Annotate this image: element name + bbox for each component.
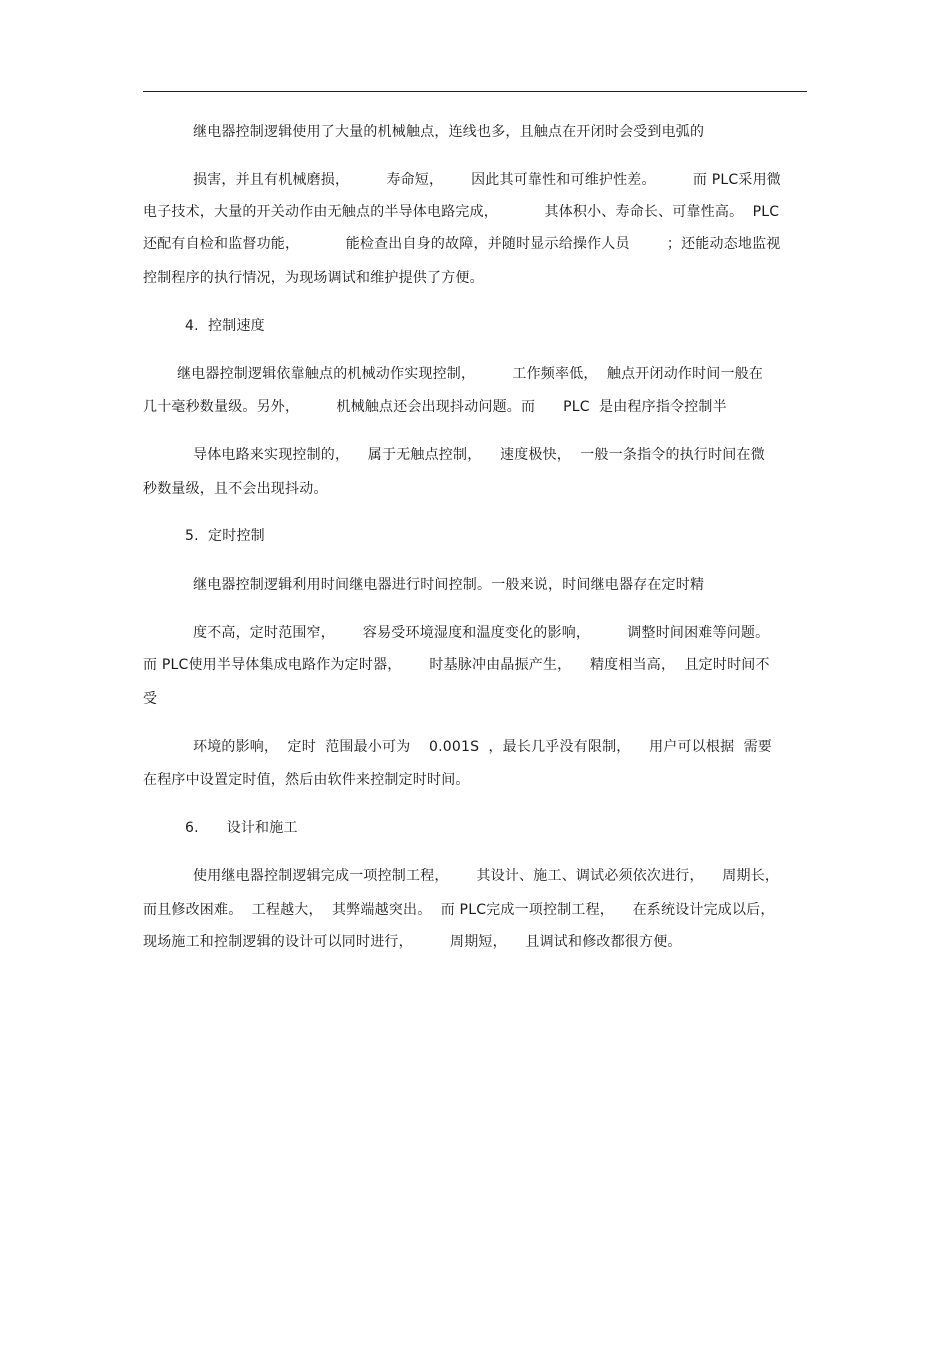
- text-line: 损害，并且有机械磨损， 寿命短， 因此其可靠性和可维护性差。 而 PLC采用微: [193, 172, 781, 188]
- text-line: 继电器控制逻辑利用时间继电器进行时间控制。一般来说，时间继电器存在定时精: [193, 577, 705, 593]
- text-line: 现场施工和控制逻辑的设计可以同时进行， 周期短， 且调试和修改都很方便。: [143, 934, 682, 950]
- text-line: 电子技术，大量的开关动作由无触点的半导体电路完成， 其体积小、寿命长、可靠性高。 PLC: [143, 204, 780, 220]
- text-line: 4. 控制速度: [185, 318, 265, 334]
- text-line: 环境的影响， 定时 范围最小可为 0.001S ，最长几乎没有限制， 用户可以根据 需要: [193, 739, 772, 755]
- text-line: 而且修改困难。 工程越大， 其弊端越突出。 而 PLC完成一项控制工程， 在系统设计完成以后，: [143, 902, 775, 918]
- text-line: 控制程序的执行情况，为现场调试和维护提供了方便。: [143, 270, 484, 286]
- text-line: 而 PLC使用半导体集成电路作为定时器， 时基脉冲由晶振产生， 精度相当高， 且定时时间不: [143, 657, 770, 673]
- text-line: 5. 定时控制: [185, 528, 265, 544]
- text-line: 导体电路来实现控制的， 属于无触点控制， 速度极快， 一般一条指令的执行时间在微: [193, 447, 765, 463]
- text-line: 秒数量级，且不会出现抖动。: [143, 481, 328, 497]
- text-line: 受: [143, 691, 158, 707]
- text-line: 几十毫秒数量级。另外， 机械触点还会出现抖动问题。而 PLC 是由程序指令控制半: [143, 399, 727, 415]
- text-line: 还配有自检和监督功能， 能检查出自身的故障，并随时显示给操作人员 ；还能动态地监视: [143, 236, 781, 252]
- header-rule: [143, 91, 807, 92]
- text-line: 使用继电器控制逻辑完成一项控制工程， 其设计、施工、调试必须依次进行， 周期长，: [193, 868, 780, 884]
- text-line: 继电器控制逻辑依靠触点的机械动作实现控制， 工作频率低， 触点开闭动作时间一般在: [177, 366, 764, 382]
- text-line: 在程序中设置定时值，然后由软件来控制定时时间。: [143, 772, 470, 788]
- text-line: 度不高，定时范围窄， 容易受环境湿度和温度变化的影响， 调整时间困难等问题。: [193, 625, 770, 641]
- text-line: 6. 设计和施工: [185, 820, 298, 836]
- text-line: 继电器控制逻辑使用了大量的机械触点，连线也多，且触点在开闭时会受到电弧的: [193, 124, 705, 140]
